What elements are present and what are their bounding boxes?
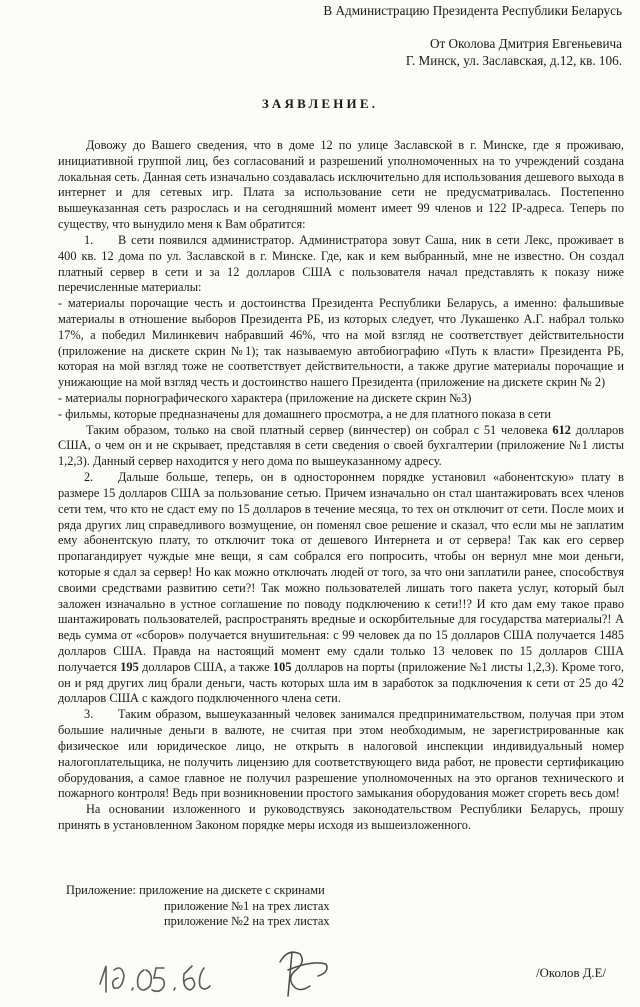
amount-195: 195 xyxy=(120,659,139,674)
recipient-line: В Администрацию Президента Республики Беларусь xyxy=(323,3,622,18)
attachment-item: приложение №2 на трех листах xyxy=(164,914,330,929)
attachment-item: приложение №1 на трех листах xyxy=(164,898,330,913)
paragraph-number: 3. xyxy=(84,707,94,722)
sender-address: Г. Минск, ул. Заславская, д.12, кв. 106. xyxy=(405,53,622,68)
handwritten-signature-area xyxy=(92,940,612,1000)
handwritten-date xyxy=(100,966,210,992)
paragraph-2: 2. Дальше больше, теперь, он в одностороннем порядке установил «абонентскую» плату в размере 15 долларов США за пользование сетью. Причем изначально он стал шантажировать всех членов сети тем, что кто не сдаст ему по 15 долларов в течение месяца, то тех он отключит от сети. После моих и ряда других лиц справедливого возмущение, он поменял свое решение и сказал, что если мы не заплатим ему абонентскую плату, то отключит тока от дешевого Интернета и от сервера! Так как его сервер пропагандирует чуждые мне вещи, я сам собрался его попросить, чтобы он вернул мне мои деньги, которые я сдал за сервер! Но как можно отключать людей от того, за что они заплатили ранее, способствуя своими средствами развитию сети?! Так можно пользователей лишать того пакета услуг, который был заложен изначально в устное соглашение по поводу подключению к сети!!? И кто дам ему такое право шантажировать пользователей, распространять вредные и оскорбительные для государства материалы?! А ведь сумма от «сборов» получается внушительная: с 99 человек да по 15 долларов США получается 1485 долларов США. Правда на настоящий момент ему сдали только 13 человек по 15 долларов США получается 195 долларов США, а также 105 долларов на порты (приложение №1 листы 1,2,3). Кроме того, он и ряд других лиц брали деньги, часть которых шла им в заработок за подключения к сети от 25 до 42 долларов США с каждого подключенного члена сети. xyxy=(58,470,624,706)
paragraph-number: 2. xyxy=(84,470,94,485)
paragraph-server-income: Таким образом, только на свой платный сервер (винчестер) он собрал с 51 человека 612 долларов США, о чем он и не скрывает, представляя в сети сведения о своей бухгалтерии (приложение №1 листы 1,2,3). Данный сервер находится у него дома по вышеуказанному адресу. xyxy=(58,422,624,469)
signature-name: /Околов Д.Е/ xyxy=(536,966,606,980)
handwritten-signature xyxy=(280,952,327,996)
list-item-materials-president: - материалы порочащие честь и достоинства Президента Республики Беларусь, а именно: фальшивые материалы в отношение выборов Президента РБ, из которых следует, что Лукашенко А.Г. набрал только 17%, а победил Милинкевич набравший 46%, что на мой взгляд не соответствует действительности (приложение на дискете скрин №1); так называемую автобиографию «Путь к власти» Президента РБ, которая на мой взгляд тоже не соответствует действительности, а также другие материалы порочащие и унижающие на мой взгляд честь и достоинство нашего Президента (приложение на дискете скрин № 2) xyxy=(58,296,624,390)
document-title: ЗАЯВЛЕНИЕ. xyxy=(261,96,379,111)
paragraph-number: 1. xyxy=(84,232,94,247)
attachments-list xyxy=(66,883,330,930)
paragraph-1 xyxy=(58,233,624,296)
amount-612: 612 xyxy=(552,422,571,437)
paragraph-intro: Довожу до Вашего сведения, что в доме 12 по улице Заславской в г. Минске, где я проживаю, инициативной группой лиц, без согласований и разрешений уполномоченных на то учреждений создана локальная сеть. Данная сеть изначально создавалась исключительно для использования дешевого выхода в интернет и для сетевых игр. Плата за использование сети не предусматривалась. Постепенно вышеуказанная сеть разрослась и на сегодняшний момент имеет 99 членов и 122 IP-адреса. Теперь по существу, что вынудило меня к Вам обратится: xyxy=(58,138,624,232)
sender-name: От Околова Дмитрия Евгеньевича xyxy=(429,36,622,51)
list-item-films: - фильмы, которые предназначены для домашнего просмотра, а не для платного показа в сети xyxy=(58,406,552,421)
amount-105: 105 xyxy=(272,659,292,674)
paragraph-1-text: В сети появился администратор. Администратора зовут Саша, ник в сети Лекс, проживает в 400 кв. 12 дома по ул. Заславской в г. Минске. Где, как и кем выбранный, мне не известно. Он создал платный сервер в сети и за 12 долларов США с пользователя начал представлять к показу ниже перечисленные материалы: xyxy=(58,232,624,295)
attachment-item: приложение на дискете с скринами xyxy=(139,883,325,897)
attachments-label: Приложение: xyxy=(66,883,136,897)
paragraph-request: На основании изложенного и руководствуясь законодательством Республики Беларусь, прошу принять в установленном Законом порядке меры исходя из вышеизложенного. xyxy=(58,802,624,832)
document-body xyxy=(58,138,624,834)
attachment-row xyxy=(66,883,330,899)
list-item-materials-porn: - материалы порнографического характера (приложение на дискете скрин №3) xyxy=(58,391,472,405)
paragraph-3: 3. Таким образом, вышеуказанный человек занимался предпринимательством, получая при этом большие наличные деньги в валюте, не считая при этом необходимым, не зарегистрированные как физическое или юридическое лицо, не открыть в налоговой инспекции индивидуальный номер налогоплательщика, не получить лицензию для соответствующего вида работ, не провести сертификацию оборудования, а самое главное не получил разрешение уполномоченных на это органов технического и пожарного контроля! Ведь при возникновении простого замыкания оборудования может сгореть весь дом! xyxy=(58,707,624,801)
